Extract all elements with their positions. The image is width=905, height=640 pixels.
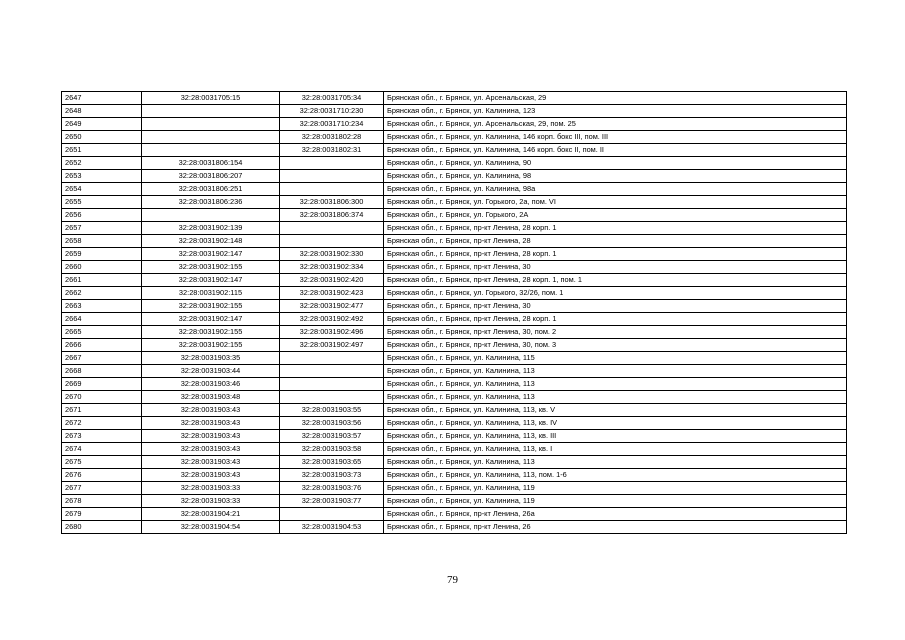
table-row — [62, 92, 847, 105]
land-cadastral-number-cell: 32:28:0031903:33 — [142, 482, 280, 495]
row-number-cell: 2647 — [62, 92, 142, 105]
table-row — [62, 378, 847, 391]
table-row — [62, 105, 847, 118]
object-cadastral-number-cell — [280, 352, 384, 365]
page-number: 79 — [447, 574, 458, 586]
address-cell: Брянская обл., г. Брянск, пр-кт Ленина, 28 корп. 1 — [384, 248, 847, 261]
address-cell: Брянская обл., г. Брянск, ул. Калинина, 113, кв. III — [384, 430, 847, 443]
row-number-cell: 2669 — [62, 378, 142, 391]
row-number-cell: 2657 — [62, 222, 142, 235]
table-row — [62, 495, 847, 508]
land-cadastral-number-cell: 32:28:0031902:155 — [142, 261, 280, 274]
land-cadastral-number-cell: 32:28:0031902:155 — [142, 326, 280, 339]
land-cadastral-number-cell: 32:28:0031903:46 — [142, 378, 280, 391]
land-cadastral-number-cell: 32:28:0031902:155 — [142, 339, 280, 352]
address-cell: Брянская обл., г. Брянск, ул. Горького, 2а, пом. VI — [384, 196, 847, 209]
land-cadastral-number-cell: 32:28:0031902:155 — [142, 300, 280, 313]
address-cell: Брянская обл., г. Брянск, пр-кт Ленина, 26а — [384, 508, 847, 521]
address-cell: Брянская обл., г. Брянск, ул. Калинина, 115 — [384, 352, 847, 365]
land-cadastral-number-cell: 32:28:0031902:147 — [142, 313, 280, 326]
table-row — [62, 274, 847, 287]
table-row — [62, 365, 847, 378]
row-number-cell: 2658 — [62, 235, 142, 248]
row-number-cell: 2661 — [62, 274, 142, 287]
object-cadastral-number-cell: 32:28:0031904:53 — [280, 521, 384, 534]
row-number-cell: 2664 — [62, 313, 142, 326]
table-row — [62, 352, 847, 365]
registry-table-body — [62, 92, 847, 534]
row-number-cell: 2659 — [62, 248, 142, 261]
row-number-cell: 2677 — [62, 482, 142, 495]
table-row — [62, 339, 847, 352]
address-cell: Брянская обл., г. Брянск, ул. Арсенальская, 29, пом. 25 — [384, 118, 847, 131]
table-row — [62, 118, 847, 131]
table-row — [62, 196, 847, 209]
object-cadastral-number-cell — [280, 391, 384, 404]
table-row — [62, 144, 847, 157]
object-cadastral-number-cell: 32:28:0031903:76 — [280, 482, 384, 495]
land-cadastral-number-cell: 32:28:0031903:33 — [142, 495, 280, 508]
land-cadastral-number-cell: 32:28:0031806:207 — [142, 170, 280, 183]
object-cadastral-number-cell — [280, 365, 384, 378]
address-cell: Брянская обл., г. Брянск, ул. Калинина, 119 — [384, 482, 847, 495]
address-cell: Брянская обл., г. Брянск, ул. Калинина, 113 — [384, 456, 847, 469]
row-number-cell: 2663 — [62, 300, 142, 313]
address-cell: Брянская обл., г. Брянск, ул. Калинина, 90 — [384, 157, 847, 170]
row-number-cell: 2668 — [62, 365, 142, 378]
object-cadastral-number-cell: 32:28:0031902:477 — [280, 300, 384, 313]
address-cell: Брянская обл., г. Брянск, ул. Горького, 2А — [384, 209, 847, 222]
table-row — [62, 482, 847, 495]
table-row — [62, 261, 847, 274]
address-cell: Брянская обл., г. Брянск, ул. Калинина, 113 — [384, 378, 847, 391]
object-cadastral-number-cell: 32:28:0031903:55 — [280, 404, 384, 417]
address-cell: Брянская обл., г. Брянск, ул. Калинина, 146 корп. бокс III, пом. III — [384, 131, 847, 144]
table-row — [62, 404, 847, 417]
land-cadastral-number-cell: 32:28:0031903:35 — [142, 352, 280, 365]
land-cadastral-number-cell: 32:28:0031903:43 — [142, 404, 280, 417]
object-cadastral-number-cell: 32:28:0031710:230 — [280, 105, 384, 118]
row-number-cell: 2666 — [62, 339, 142, 352]
object-cadastral-number-cell: 32:28:0031902:492 — [280, 313, 384, 326]
registry-table — [61, 91, 847, 534]
row-number-cell: 2655 — [62, 196, 142, 209]
land-cadastral-number-cell — [142, 131, 280, 144]
object-cadastral-number-cell: 32:28:0031902:330 — [280, 248, 384, 261]
row-number-cell: 2654 — [62, 183, 142, 196]
land-cadastral-number-cell: 32:28:0031806:154 — [142, 157, 280, 170]
table-row — [62, 417, 847, 430]
land-cadastral-number-cell: 32:28:0031903:43 — [142, 443, 280, 456]
land-cadastral-number-cell: 32:28:0031902:148 — [142, 235, 280, 248]
object-cadastral-number-cell — [280, 378, 384, 391]
land-cadastral-number-cell: 32:28:0031903:48 — [142, 391, 280, 404]
address-cell: Брянская обл., г. Брянск, ул. Калинина, 119 — [384, 495, 847, 508]
object-cadastral-number-cell: 32:28:0031902:420 — [280, 274, 384, 287]
object-cadastral-number-cell — [280, 235, 384, 248]
address-cell: Брянская обл., г. Брянск, ул. Калинина, 113, пом. 1-6 — [384, 469, 847, 482]
object-cadastral-number-cell: 32:28:0031902:334 — [280, 261, 384, 274]
table-row — [62, 391, 847, 404]
row-number-cell: 2667 — [62, 352, 142, 365]
object-cadastral-number-cell: 32:28:0031903:65 — [280, 456, 384, 469]
land-cadastral-number-cell: 32:28:0031903:43 — [142, 417, 280, 430]
land-cadastral-number-cell: 32:28:0031903:43 — [142, 456, 280, 469]
row-number-cell: 2673 — [62, 430, 142, 443]
address-cell: Брянская обл., г. Брянск, ул. Калинина, 113, кв. V — [384, 404, 847, 417]
table-row — [62, 222, 847, 235]
object-cadastral-number-cell — [280, 508, 384, 521]
object-cadastral-number-cell: 32:28:0031903:58 — [280, 443, 384, 456]
object-cadastral-number-cell: 32:28:0031705:34 — [280, 92, 384, 105]
object-cadastral-number-cell — [280, 183, 384, 196]
table-row — [62, 326, 847, 339]
table-row — [62, 157, 847, 170]
table-row — [62, 313, 847, 326]
land-cadastral-number-cell: 32:28:0031903:44 — [142, 365, 280, 378]
object-cadastral-number-cell — [280, 157, 384, 170]
address-cell: Брянская обл., г. Брянск, ул. Калинина, 146 корп. бокс II, пом. II — [384, 144, 847, 157]
row-number-cell: 2665 — [62, 326, 142, 339]
row-number-cell: 2648 — [62, 105, 142, 118]
address-cell: Брянская обл., г. Брянск, пр-кт Ленина, 26 — [384, 521, 847, 534]
table-row — [62, 248, 847, 261]
land-cadastral-number-cell — [142, 144, 280, 157]
land-cadastral-number-cell: 32:28:0031806:236 — [142, 196, 280, 209]
table-row — [62, 183, 847, 196]
table-row — [62, 235, 847, 248]
row-number-cell: 2656 — [62, 209, 142, 222]
address-cell: Брянская обл., г. Брянск, ул. Калинина, 113, кв. IV — [384, 417, 847, 430]
object-cadastral-number-cell: 32:28:0031806:374 — [280, 209, 384, 222]
address-cell: Брянская обл., г. Брянск, пр-кт Ленина, 28 корп. 1 — [384, 222, 847, 235]
address-cell: Брянская обл., г. Брянск, ул. Калинина, 113, кв. I — [384, 443, 847, 456]
object-cadastral-number-cell: 32:28:0031902:496 — [280, 326, 384, 339]
row-number-cell: 2679 — [62, 508, 142, 521]
address-cell: Брянская обл., г. Брянск, пр-кт Ленина, 28 корп. 1 — [384, 313, 847, 326]
land-cadastral-number-cell: 32:28:0031903:43 — [142, 430, 280, 443]
land-cadastral-number-cell: 32:28:0031902:139 — [142, 222, 280, 235]
table-row — [62, 469, 847, 482]
row-number-cell: 2652 — [62, 157, 142, 170]
object-cadastral-number-cell: 32:28:0031902:423 — [280, 287, 384, 300]
address-cell: Брянская обл., г. Брянск, пр-кт Ленина, 28 — [384, 235, 847, 248]
object-cadastral-number-cell: 32:28:0031802:31 — [280, 144, 384, 157]
object-cadastral-number-cell: 32:28:0031902:497 — [280, 339, 384, 352]
table-row — [62, 300, 847, 313]
row-number-cell: 2653 — [62, 170, 142, 183]
table-row — [62, 209, 847, 222]
row-number-cell: 2649 — [62, 118, 142, 131]
address-cell: Брянская обл., г. Брянск, ул. Калинина, 123 — [384, 105, 847, 118]
object-cadastral-number-cell: 32:28:0031802:28 — [280, 131, 384, 144]
object-cadastral-number-cell: 32:28:0031903:57 — [280, 430, 384, 443]
address-cell: Брянская обл., г. Брянск, пр-кт Ленина, 30, пом. 2 — [384, 326, 847, 339]
address-cell: Брянская обл., г. Брянск, пр-кт Ленина, 30, пом. 3 — [384, 339, 847, 352]
address-cell: Брянская обл., г. Брянск, ул. Арсенальская, 29 — [384, 92, 847, 105]
object-cadastral-number-cell: 32:28:0031806:300 — [280, 196, 384, 209]
table-row — [62, 521, 847, 534]
table-row — [62, 456, 847, 469]
row-number-cell: 2674 — [62, 443, 142, 456]
object-cadastral-number-cell: 32:28:0031710:234 — [280, 118, 384, 131]
object-cadastral-number-cell: 32:28:0031903:77 — [280, 495, 384, 508]
row-number-cell: 2671 — [62, 404, 142, 417]
address-cell: Брянская обл., г. Брянск, пр-кт Ленина, 30 — [384, 261, 847, 274]
address-cell: Брянская обл., г. Брянск, ул. Калинина, 98а — [384, 183, 847, 196]
land-cadastral-number-cell: 32:28:0031902:147 — [142, 274, 280, 287]
object-cadastral-number-cell: 32:28:0031903:73 — [280, 469, 384, 482]
row-number-cell: 2670 — [62, 391, 142, 404]
row-number-cell: 2660 — [62, 261, 142, 274]
table-row — [62, 131, 847, 144]
row-number-cell: 2678 — [62, 495, 142, 508]
land-cadastral-number-cell: 32:28:0031705:15 — [142, 92, 280, 105]
table-row — [62, 170, 847, 183]
land-cadastral-number-cell — [142, 105, 280, 118]
address-cell: Брянская обл., г. Брянск, пр-кт Ленина, 30 — [384, 300, 847, 313]
row-number-cell: 2675 — [62, 456, 142, 469]
land-cadastral-number-cell: 32:28:0031902:115 — [142, 287, 280, 300]
row-number-cell: 2680 — [62, 521, 142, 534]
land-cadastral-number-cell — [142, 209, 280, 222]
object-cadastral-number-cell — [280, 222, 384, 235]
land-cadastral-number-cell: 32:28:0031903:43 — [142, 469, 280, 482]
address-cell: Брянская обл., г. Брянск, пр-кт Ленина, 28 корп. 1, пом. 1 — [384, 274, 847, 287]
land-cadastral-number-cell: 32:28:0031902:147 — [142, 248, 280, 261]
table-row — [62, 430, 847, 443]
row-number-cell: 2651 — [62, 144, 142, 157]
row-number-cell: 2676 — [62, 469, 142, 482]
object-cadastral-number-cell — [280, 170, 384, 183]
object-cadastral-number-cell: 32:28:0031903:56 — [280, 417, 384, 430]
table-row — [62, 443, 847, 456]
land-cadastral-number-cell: 32:28:0031904:54 — [142, 521, 280, 534]
address-cell: Брянская обл., г. Брянск, ул. Калинина, 113 — [384, 391, 847, 404]
address-cell: Брянская обл., г. Брянск, ул. Калинина, 113 — [384, 365, 847, 378]
address-cell: Брянская обл., г. Брянск, ул. Горького, 32/26, пом. 1 — [384, 287, 847, 300]
land-cadastral-number-cell: 32:28:0031806:251 — [142, 183, 280, 196]
row-number-cell: 2672 — [62, 417, 142, 430]
land-cadastral-number-cell: 32:28:0031904:21 — [142, 508, 280, 521]
row-number-cell: 2650 — [62, 131, 142, 144]
row-number-cell: 2662 — [62, 287, 142, 300]
table-row — [62, 287, 847, 300]
land-cadastral-number-cell — [142, 118, 280, 131]
address-cell: Брянская обл., г. Брянск, ул. Калинина, 98 — [384, 170, 847, 183]
table-row — [62, 508, 847, 521]
